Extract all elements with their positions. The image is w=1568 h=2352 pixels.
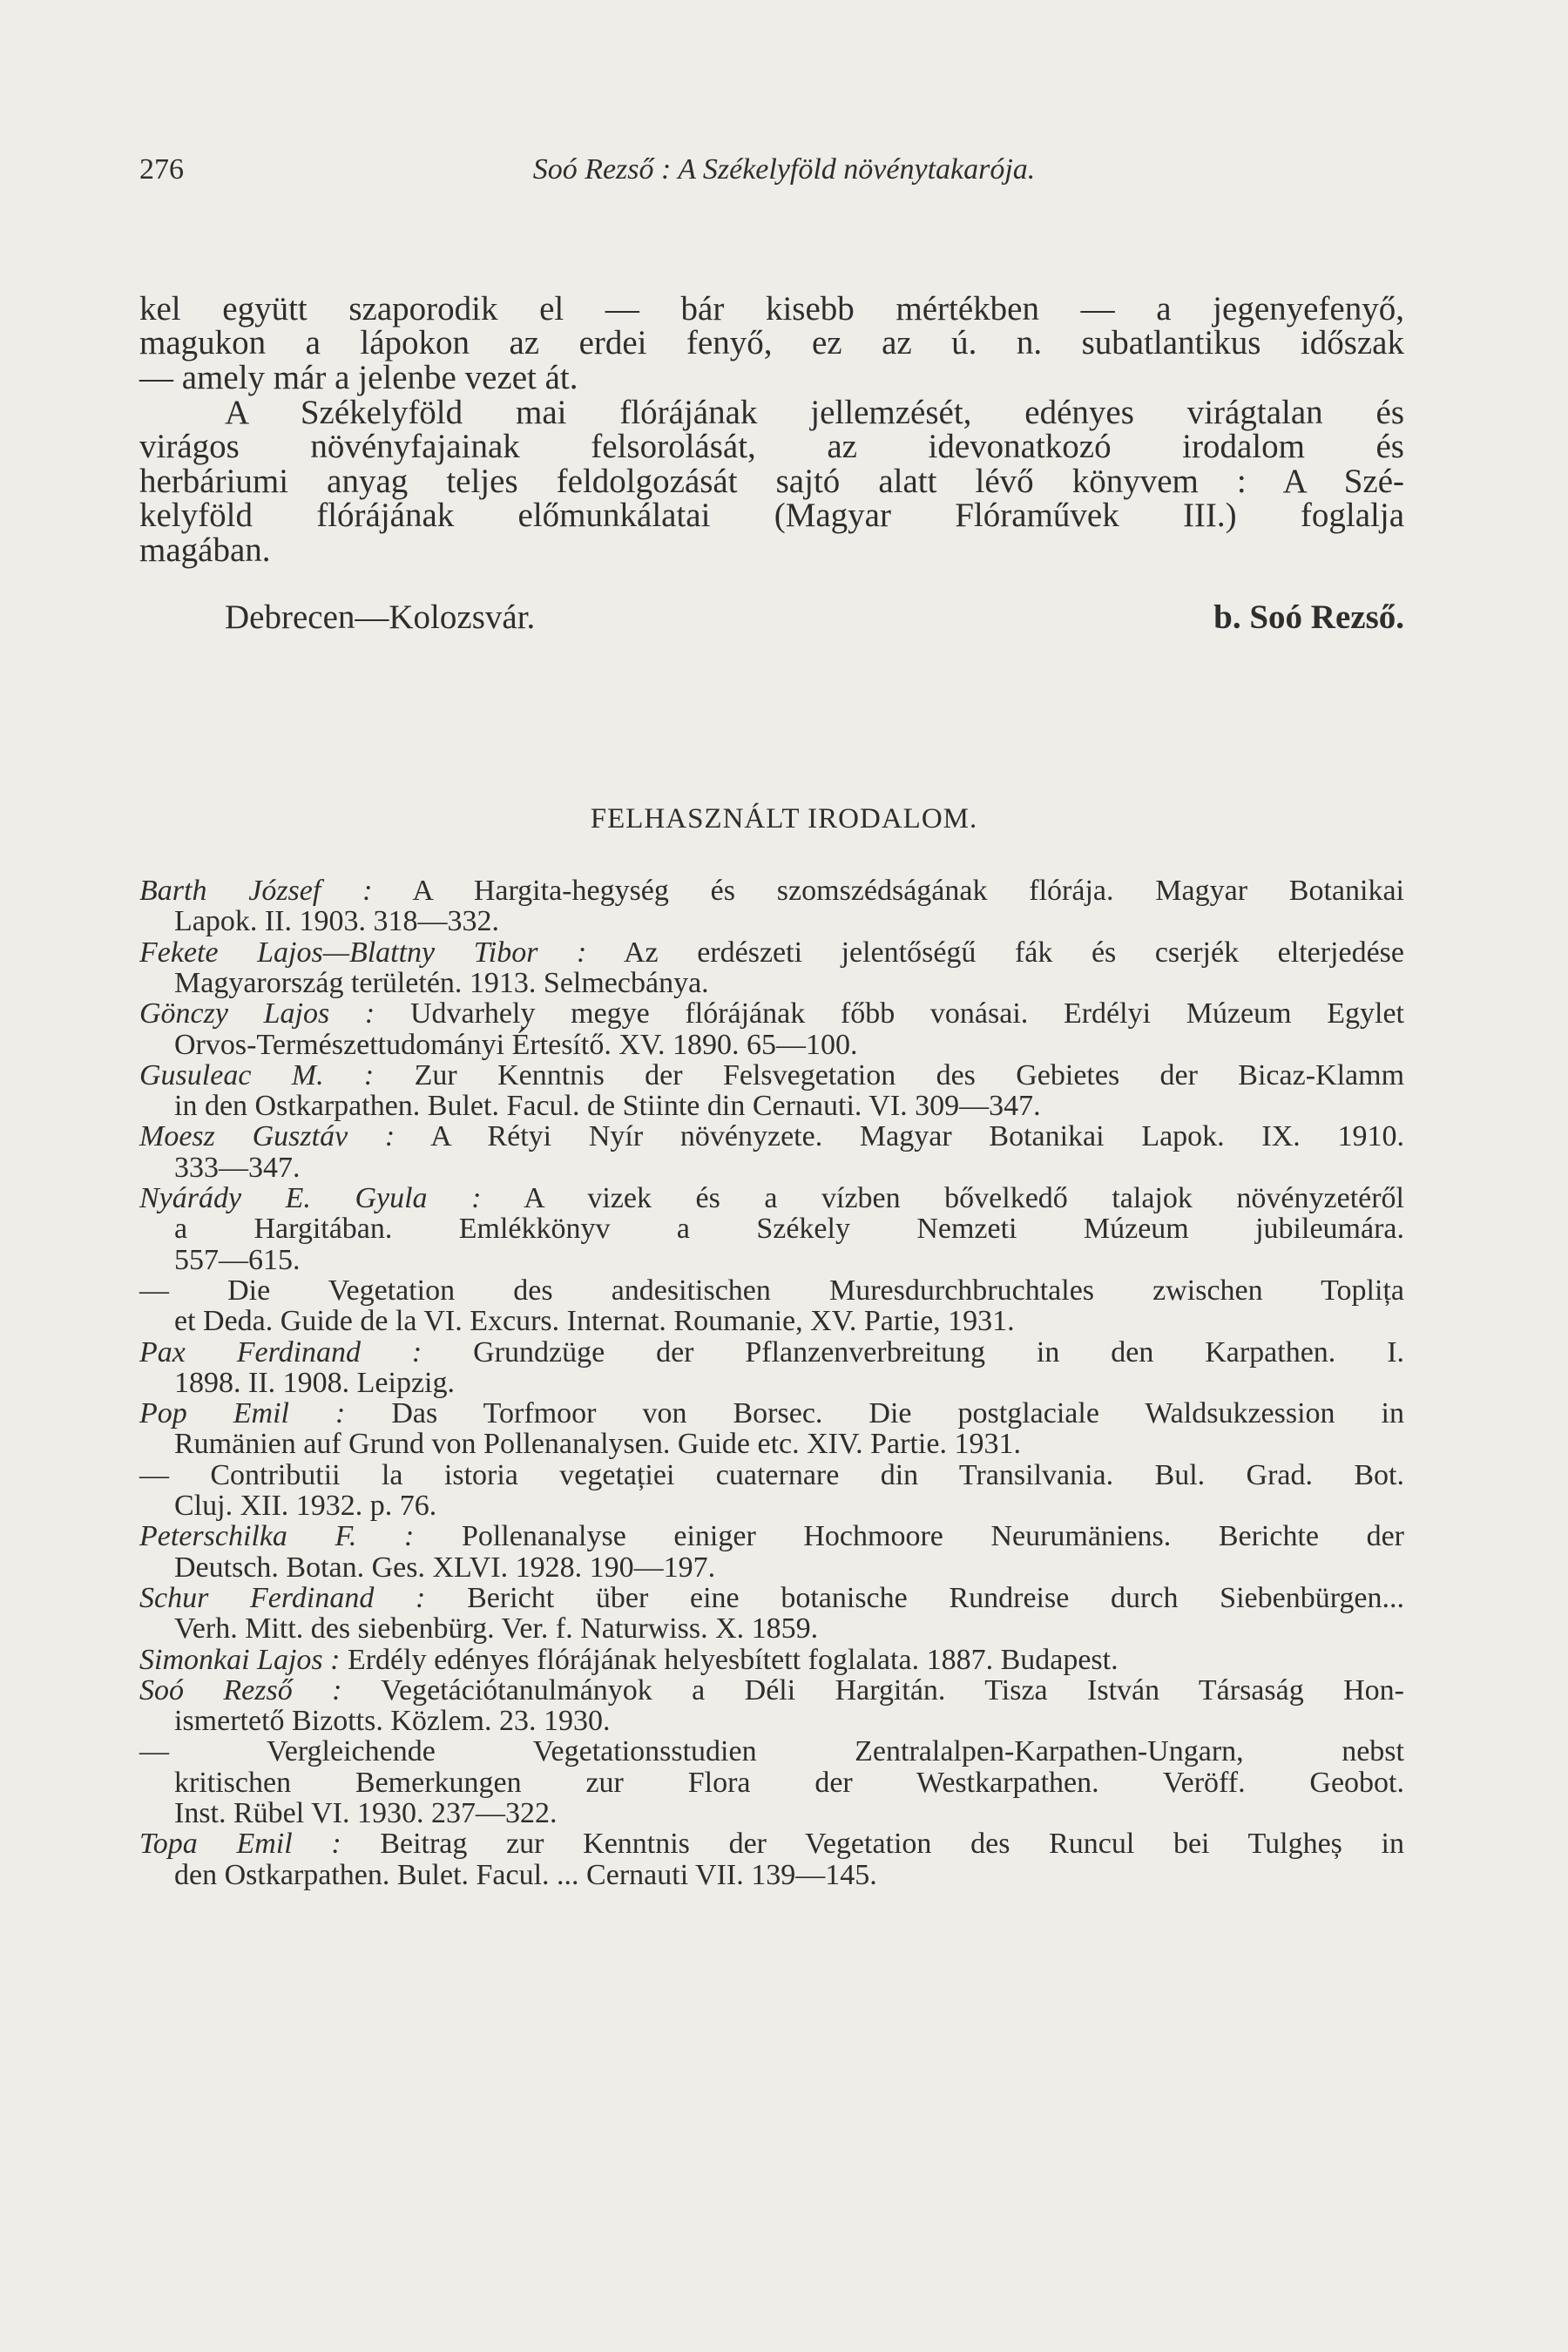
reference-continuation <box>174 1490 1404 1522</box>
reference-continuation <box>174 1767 1404 1799</box>
reference-text: kritischen Bemerkungen zur Flora der Westkarpathen. Veröff. Geobot. <box>174 1766 1404 1799</box>
reference-text: Bericht über eine botanische Rundreise durch Siebenbürgen... <box>467 1581 1405 1614</box>
reference-continuation <box>174 1245 1404 1276</box>
reference-text: Verh. Mitt. des siebenbürg. Ver. f. Naturwiss. X. 1859. <box>174 1612 819 1646</box>
reference-continuation <box>174 1798 1404 1829</box>
reference-entry <box>139 875 1404 907</box>
reference-entry <box>139 1183 1404 1214</box>
reference-author: Peterschilka F. : <box>139 1520 415 1553</box>
reference-text: Orvos-Természettudományi Értesítő. XV. 1890. 65—100. <box>174 1028 858 1061</box>
signature-name: b. Soó Rezső. <box>1213 598 1404 636</box>
reference-continuation <box>174 1152 1404 1184</box>
reference-author: Moesz Gusztáv : <box>139 1120 395 1153</box>
references-heading: FELHASZNÁLT IRODALOM. <box>590 803 978 835</box>
reference-continuation <box>174 1706 1404 1737</box>
reference-text: Vegetációtanulmányok a Déli Hargitán. Tisza István Társaság Hon- <box>381 1673 1404 1707</box>
body-line: magukon a lápokon az erdei fenyő, ez az ú. n. subatlantikus időszak <box>139 324 1404 362</box>
reference-continuation <box>174 1860 1404 1891</box>
reference-entry <box>139 1398 1404 1429</box>
reference-entry <box>139 1521 1404 1552</box>
reference-text: Az erdészeti jelentőségű fák és cserjék elterjedése <box>624 936 1404 969</box>
body-line: — amely már a jelenbe vezet át. <box>139 359 578 396</box>
reference-text: Udvarhely megye flórájának főbb vonásai. Erdélyi Múzeum Egylet <box>409 997 1405 1031</box>
page-number: 276 <box>139 153 184 186</box>
reference-continuation <box>174 1429 1404 1460</box>
signature-place: Debrecen—Kolozsvár. <box>225 598 536 636</box>
reference-text: Magyarország területén. 1913. Selmecbánya. <box>174 966 709 999</box>
reference-text: Lapok. II. 1903. 318—332. <box>174 905 500 938</box>
reference-entry <box>139 1337 1404 1369</box>
reference-text: Pollenanalyse einiger Hochmoore Neurumäniens. Berichte der <box>461 1520 1404 1553</box>
reference-text: in den Ostkarpathen. Bulet. Facul. de Stiinte din Cernauti. VI. 309—347. <box>174 1090 1041 1123</box>
reference-text: Rumänien auf Grund von Pollenanalysen. Guide etc. XIV. Partie. 1931. <box>174 1428 1021 1461</box>
reference-text: A Rétyi Nyír növényzete. Magyar Botanikai Lapok. IX. 1910. <box>430 1120 1404 1153</box>
reference-text: et Deda. Guide de la VI. Excurs. Internat. Roumanie, XV. Partie, 1931. <box>174 1305 1015 1338</box>
reference-author: Topa Emil : <box>139 1828 341 1861</box>
body-line: virágos növényfajainak felsorolását, az idevonatkozó irodalom és <box>139 428 1404 465</box>
reference-author: Gusuleac M. : <box>139 1058 375 1092</box>
reference-entry <box>139 1583 1404 1614</box>
reference-text: Cluj. XII. 1932. p. 76. <box>174 1490 437 1522</box>
reference-text: 1898. II. 1908. Leipzig. <box>174 1366 455 1399</box>
body-line: A Székelyföld mai flórájának jellemzését, edényes virágtalan és <box>225 394 1404 431</box>
reference-text: Zur Kenntnis der Felsvegetation des Gebietes der Bicaz-Klamm <box>414 1058 1405 1092</box>
reference-author: Nyárády E. Gyula : <box>139 1182 482 1214</box>
reference-entry <box>139 998 1404 1030</box>
reference-text: a Hargitában. Emlékkönyv a Székely Nemzeti Múzeum jubileumára. <box>174 1213 1404 1246</box>
reference-text: Das Torfmoor von Borsec. Die postglaciale Waldsukzession in <box>391 1397 1405 1430</box>
reference-entry <box>139 937 1404 969</box>
body-line: herbáriumi anyag teljes feldolgozását sajtó alatt lévő könyvem : A Szé- <box>139 463 1404 500</box>
reference-continuation <box>174 1306 1404 1337</box>
reference-continuation <box>174 906 1404 937</box>
reference-text: den Ostkarpathen. Bulet. Facul. ... Cernauti VII. 139—145. <box>174 1858 877 1891</box>
reference-entry <box>139 1121 1404 1152</box>
reference-entry <box>139 1460 1404 1491</box>
reference-text: Beitrag zur Kenntnis der Vegetation des Runcul bei Tulgheș in <box>380 1828 1405 1861</box>
reference-continuation <box>174 1091 1404 1122</box>
reference-author: Pax Ferdinand : <box>139 1335 422 1369</box>
reference-entry <box>139 1736 1404 1767</box>
reference-continuation <box>174 1213 1404 1245</box>
reference-author: Schur Ferdinand : <box>139 1581 426 1614</box>
body-line: magában. <box>139 531 271 569</box>
running-title: Soó Rezső : A Székelyföld növénytakarója. <box>532 153 1036 186</box>
body-line: kel együtt szaporodik el — bár kisebb mértékben — a jegenyefenyő, <box>139 290 1404 328</box>
reference-text: A vizek és a vízben bővelkedő talajok növényzetéről <box>524 1182 1404 1214</box>
reference-continuation <box>174 968 1404 999</box>
reference-author: Gönczy Lajos : <box>139 997 375 1031</box>
reference-entry <box>139 1645 1404 1676</box>
reference-text: Inst. Rübel VI. 1930. 237—322. <box>174 1797 558 1829</box>
reference-text: Erdély edényes flórájának helyesbített foglalata. 1887. Budapest. <box>347 1643 1119 1676</box>
reference-entry <box>139 1675 1404 1707</box>
reference-continuation <box>174 1613 1404 1645</box>
reference-text: — Contributii la istoria vegetației cuaternare din Transilvania. Bul. Grad. Bot. <box>139 1458 1404 1491</box>
reference-continuation <box>174 1368 1404 1399</box>
reference-text: 557—615. <box>174 1243 301 1276</box>
reference-text: ismertető Bizotts. Közlem. 23. 1930. <box>174 1705 611 1738</box>
reference-continuation <box>174 1030 1404 1061</box>
reference-continuation <box>174 1552 1404 1584</box>
reference-text: — Die Vegetation des andesitischen Muresdurchbruchtales zwischen Toplița <box>139 1274 1404 1307</box>
reference-author: Fekete Lajos—Blattny Tibor : <box>139 936 587 969</box>
reference-text: Deutsch. Botan. Ges. XLVI. 1928. 190—197. <box>174 1551 716 1584</box>
reference-entry <box>139 1275 1404 1307</box>
reference-text: — Vergleichende Vegetationsstudien Zentralalpen-Karpathen-Ungarn, nebst <box>139 1735 1404 1768</box>
body-line: kelyföld flórájának előmunkálatai (Magyar Flóraművek III.) foglalja <box>139 497 1404 534</box>
reference-author: Pop Emil : <box>139 1397 346 1430</box>
reference-text: A Hargita-hegység és szomszédságának flórája. Magyar Botanikai <box>412 875 1404 907</box>
reference-entry <box>139 1828 1404 1860</box>
reference-author: Soó Rezső : <box>139 1673 342 1707</box>
reference-author: Simonkai Lajos : <box>139 1643 341 1676</box>
reference-text: 333—347. <box>174 1151 301 1184</box>
reference-entry <box>139 1060 1404 1092</box>
reference-author: Barth József : <box>139 875 373 907</box>
reference-text: Grundzüge der Pflanzenverbreitung in den Karpathen. I. <box>473 1335 1405 1369</box>
